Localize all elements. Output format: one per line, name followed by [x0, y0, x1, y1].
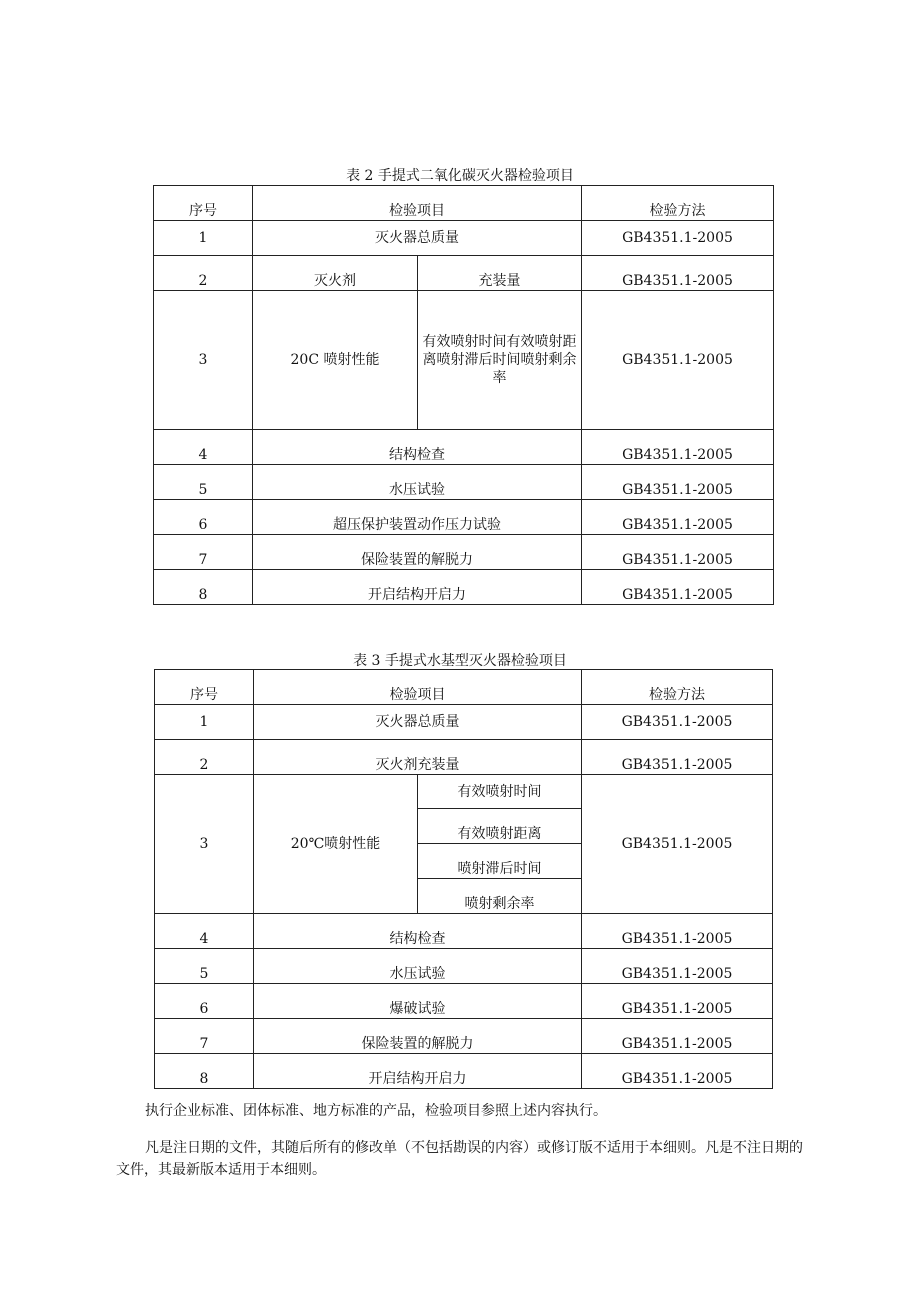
table-row [155, 984, 773, 1019]
row-sub-item: 喷射滞后时间 [418, 844, 582, 879]
table-row [154, 465, 774, 500]
row-method: GB4351.1-2005 [582, 500, 774, 535]
header-no: 序号 [155, 670, 254, 705]
row-item: 开启结构开启力 [254, 1054, 582, 1089]
row-method: GB4351.1-2005 [582, 430, 774, 465]
paragraph-dated-docs: 凡是注日期的文件，其随后所有的修改单（不包括勘误的内容）或修订版不适用于本细则。凡是不注日期的文件，其最新版本适用于本细则。 [116, 1140, 803, 1178]
row-no: 7 [155, 1019, 254, 1054]
table-row [155, 1019, 773, 1054]
row-item: 水压试验 [253, 465, 582, 500]
row-method: GB4351.1-2005 [582, 984, 773, 1019]
header-no: 序号 [154, 186, 253, 221]
table-row [154, 256, 774, 291]
row-method: GB4351.1-2005 [582, 256, 774, 291]
row-no: 1 [154, 221, 253, 256]
row-no: 6 [155, 984, 254, 1019]
row-item: 水压试验 [254, 949, 582, 984]
row-item: 保险装置的解脱力 [253, 535, 582, 570]
row-method: GB4351.1-2005 [582, 914, 773, 949]
row-no: 6 [154, 500, 253, 535]
row-item: 开启结构开启力 [253, 570, 582, 605]
table-row [154, 291, 774, 430]
row-item: 超压保护装置动作压力试验 [253, 500, 582, 535]
table-row [154, 535, 774, 570]
table-row [155, 1054, 773, 1089]
row-no: 4 [155, 914, 254, 949]
row-method: GB4351.1-2005 [582, 775, 773, 914]
table3-header-row [155, 670, 773, 705]
row-item-right: 充装量 [418, 256, 582, 291]
paragraph-standards: 执行企业标准、团体标准、地方标准的产品，检验项目参照上述内容执行。 [145, 1103, 607, 1119]
row-method: GB4351.1-2005 [582, 221, 774, 256]
row-no: 1 [155, 705, 254, 740]
table2-header-row [154, 186, 774, 221]
row-no: 5 [154, 465, 253, 500]
row-method: GB4351.1-2005 [582, 465, 774, 500]
table-row [154, 570, 774, 605]
row-no: 8 [154, 570, 253, 605]
row-item: 灭火器总质量 [254, 705, 582, 740]
row-no: 3 [155, 775, 254, 914]
header-method: 检验方法 [582, 186, 774, 221]
row-method: GB4351.1-2005 [582, 570, 774, 605]
table-row [154, 221, 774, 256]
row-no: 7 [154, 535, 253, 570]
row-method: GB4351.1-2005 [582, 291, 774, 430]
row-sub-item: 有效喷射距离 [418, 809, 582, 844]
table-row [155, 705, 773, 740]
row-no: 2 [154, 256, 253, 291]
table-row [154, 430, 774, 465]
table-row [154, 500, 774, 535]
row-no: 4 [154, 430, 253, 465]
table-row [155, 914, 773, 949]
table3 [154, 669, 773, 1089]
row-item: 灭火剂充装量 [254, 740, 582, 775]
row-item: 结构检查 [254, 914, 582, 949]
row-item: 结构检查 [253, 430, 582, 465]
header-item: 检验项目 [254, 670, 582, 705]
header-method: 检验方法 [582, 670, 773, 705]
table3-caption: 表 3 手提式水基型灭火器检验项目 [353, 653, 567, 669]
row-item: 爆破试验 [254, 984, 582, 1019]
row-sub-item: 喷射剩余率 [418, 879, 582, 914]
row-item-left: 灭火剂 [253, 256, 418, 291]
row-method: GB4351.1-2005 [582, 535, 774, 570]
row-method: GB4351.1-2005 [582, 740, 773, 775]
row-no: 2 [155, 740, 254, 775]
row-item: 20C 喷射性能 [253, 291, 418, 430]
header-item: 检验项目 [253, 186, 582, 221]
row-method: GB4351.1-2005 [582, 1054, 773, 1089]
row-sub-items: 有效喷射时间有效喷射距离喷射滞后时间喷射剩余率 [418, 291, 582, 430]
row-sub-item: 有效喷射时间 [418, 775, 582, 809]
table-row [155, 949, 773, 984]
table-row [155, 775, 773, 809]
table-row [155, 740, 773, 775]
row-no: 5 [155, 949, 254, 984]
row-method: GB4351.1-2005 [582, 1019, 773, 1054]
row-no: 8 [155, 1054, 254, 1089]
row-no: 3 [154, 291, 253, 430]
table2-caption: 表 2 手提式二氧化碳灭火器检验项目 [346, 168, 574, 184]
row-method: GB4351.1-2005 [582, 705, 773, 740]
table2 [153, 185, 774, 605]
row-item: 保险装置的解脱力 [254, 1019, 582, 1054]
row-method: GB4351.1-2005 [582, 949, 773, 984]
row-item: 灭火器总质量 [253, 221, 582, 256]
row-item: 20℃喷射性能 [254, 775, 418, 914]
